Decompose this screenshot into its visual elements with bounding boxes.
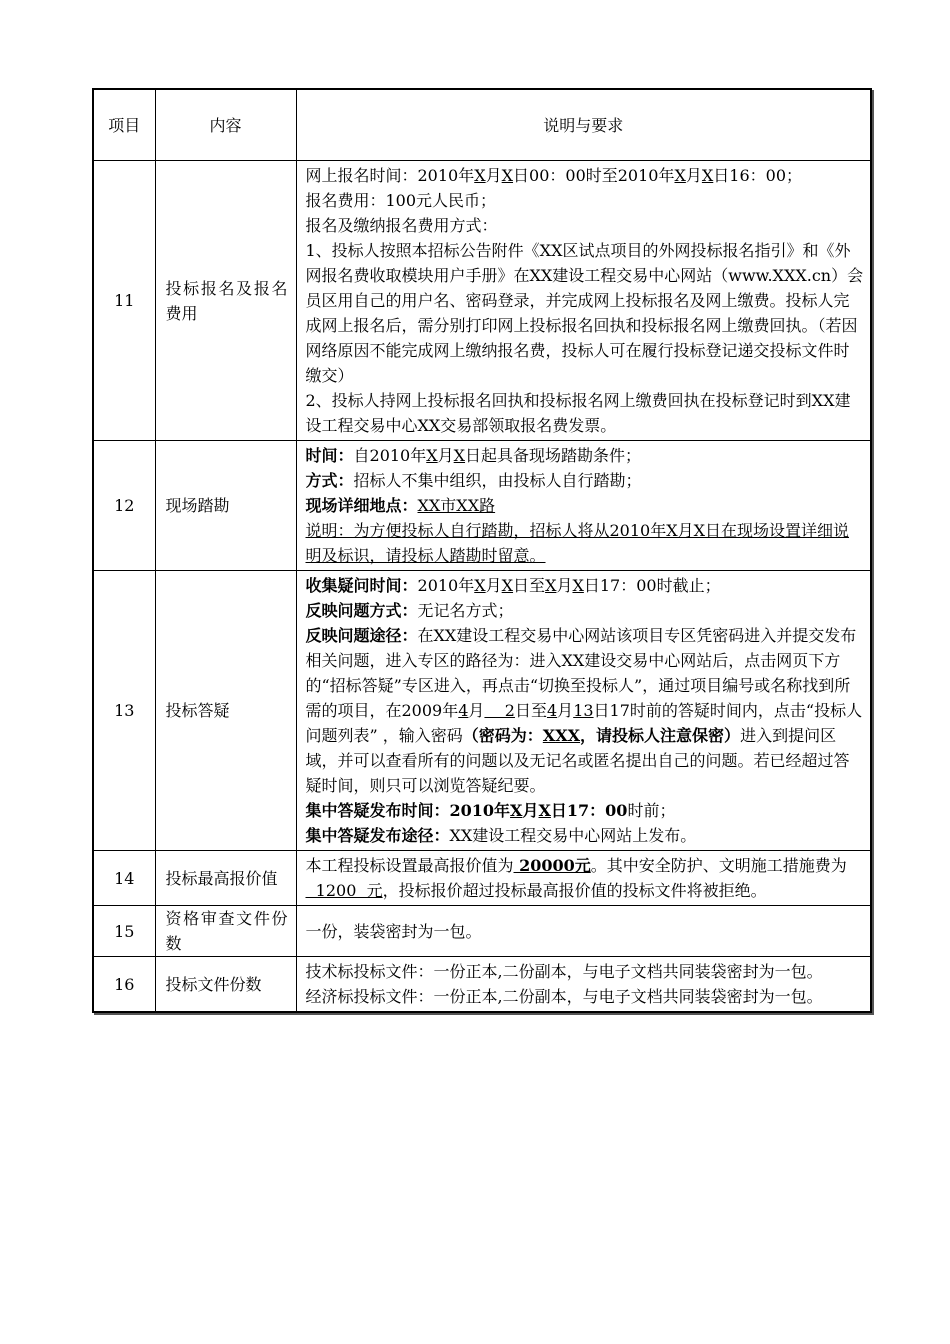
item-number: 16 [93,957,155,1013]
text-run: 收集疑问时间： [305,576,418,595]
text-run: 月 [437,446,454,465]
item-description [296,957,871,1013]
text-run: 日16：00； [713,166,803,185]
item-name: 资格审查文件份数 [155,906,296,957]
text-run: X [501,576,514,595]
description-paragraph [306,213,865,238]
text-run: XX建设工程交易中心网站上发布。 [449,826,697,845]
text-run: 月 [468,701,485,720]
description-paragraph [306,493,865,518]
text-run: 技术标投标文件：一份正本,二份副本，与电子文档共同装袋密封为一包。 [305,962,823,981]
text-run: 月 [522,801,539,820]
text-run: X [545,576,557,595]
item-number: 14 [93,851,155,906]
description-paragraph [306,959,865,984]
text-run: 日17：00 [550,801,628,820]
item-number: 11 [93,161,155,441]
text-run: 1、投标人按照本招标公告附件《XX区试点项目的外网投标报名指引》和《外网报名费收取模块用户手册》在XX建设工程交易中心网站（www.XXX.cn）会员区用自己的用户名、密码登录，并完成网上投标报名及网上缴费。投标人完成网上报名后，需分别打印网上投标报名回执和投标报名网上缴费回执。（若因网络原因不能完成网上缴纳报名费，投标人可在履行投标登记递交投标文件时缴交） [305,241,864,385]
item-name: 投标文件份数 [155,957,296,1013]
text-run: 月 [485,166,502,185]
text-run: 经济标投标文件：一份正本,二份副本，与电子文档共同装袋密封为一包。 [305,987,823,1006]
description-paragraph [306,919,865,944]
text-run: X [572,576,584,595]
text-run: 日00：00时至2010年 [513,166,675,185]
text-run: 2、投标人持网上投标报名回执和投标报名网上缴费回执在投标登记时到XX建设工程交易中心XX交易部领取报名费发票。 [305,391,851,435]
text-run: 4 [458,701,469,720]
table-row [93,571,871,851]
text-run: 一份，装袋密封为一包。 [305,921,482,941]
header-row [93,89,871,161]
text-run: 反映问题途径： [305,626,418,645]
text-run: XX市XX路 [417,496,496,515]
text-run: 20000元 [513,856,591,875]
text-run: 现场详细地点： [305,496,418,515]
item-description [296,571,871,851]
item-number: 15 [93,906,155,957]
text-run: 时间： [305,446,354,465]
text-run: 日17时前的答疑时间内，点击“投标人问题列表” ，输入密码 [305,701,863,745]
header-item-number: 项目 [93,89,155,161]
text-run: 招标人不集中组织，由投标人自行踏勘； [353,471,642,490]
text-run: 网上报名时间：2010年 [305,166,475,185]
text-run: X [701,166,714,185]
requirements-table [92,88,872,1013]
text-run: 日至 [514,701,547,720]
item-description [296,441,871,571]
text-run: 月 [485,576,502,595]
text-run: 2010年 [417,576,475,595]
item-description [296,851,871,906]
text-run: 集中答疑发布时间：2010年 [305,801,511,820]
text-run: 无记名方式； [417,601,514,620]
text-run: 反映问题方式： [305,601,418,620]
description-paragraph [306,823,865,848]
description-paragraph [306,573,865,598]
text-run: 月 [557,701,574,720]
text-run: X [510,801,523,820]
table-row [93,906,871,957]
text-run: 报名及缴纳报名费用方式： [305,216,498,235]
text-run: （密码为： [462,726,543,745]
description-paragraph [306,443,865,468]
table-row [93,957,871,1013]
text-run: XXX [542,726,581,745]
item-name: 投标最高报价值 [155,851,296,906]
table-row [93,161,871,441]
description-paragraph [306,388,865,438]
item-description [296,161,871,441]
item-number: 12 [93,441,155,571]
description-paragraph [306,623,865,798]
item-description [296,906,871,957]
description-paragraph [306,598,865,623]
description-paragraph [306,188,865,213]
text-run: X [453,446,466,465]
text-run: 集中答疑发布途径： [305,826,450,845]
text-run: 进入到提问区域，并可以查看所有的问题以及无记名或匿名提出自己的问题。若已经超过答疑时间，则只可以浏览答疑纪要。 [305,726,850,795]
description-paragraph [306,798,865,823]
description-paragraph [306,238,865,388]
description-paragraph [306,468,865,493]
item-name: 投标答疑 [155,571,296,851]
header-description: 说明与要求 [296,89,871,161]
text-run: 日17：00时截止； [583,576,721,595]
text-run: 1200 元 [305,881,383,900]
text-run: 月 [685,166,702,185]
text-run: 在XX建设工程交易中心网站该项目专区凭密码进入并提交发布相关问题，进入专区的路径为：进入XX建设交易中心网站后，点击网页下方的“招标答疑”专区进入，再点击“切换至投标人”，通过项目编号或名称找到所需的项目，在2009年 [305,626,857,720]
text-run: 。其中安全防护、文明施工措施费为 [590,856,847,875]
text-run: 时前； [627,801,676,820]
text-run: 日起具备现场踏勘条件； [465,446,642,465]
table-row [93,441,871,571]
table-row [93,851,871,906]
text-run: 自2010年 [353,446,427,465]
text-run: X [501,166,514,185]
text-run: 方式： [305,471,354,490]
text-run: X [426,446,438,465]
text-run: 报名费用：100元人民币； [305,191,497,210]
text-run: 4 [546,701,558,720]
description-paragraph [306,163,865,188]
text-run: X [474,576,486,595]
text-run: ，投标报价超过投标最高报价值的投标文件将被拒绝。 [382,881,767,900]
text-run: X [674,166,686,185]
text-run: 说明：为方便投标人自行踏勘，招标人将从2010年X月X日在现场设置详细说明及标识，请投标人踏勘时留意。 [305,521,850,565]
item-name: 现场踏勘 [155,441,296,571]
text-run: 2 [484,701,515,720]
text-run: 本工程投标设置最高报价值为 [305,856,514,875]
text-run: 13 [573,701,594,720]
item-name: 投标报名及报名费用 [155,161,296,441]
item-number: 13 [93,571,155,851]
description-paragraph [306,984,865,1009]
description-paragraph [306,853,865,903]
text-run: 日至 [513,576,546,595]
text-run: X [474,166,486,185]
text-run: ，请投标人注意保密） [580,726,741,745]
description-paragraph [306,518,865,568]
text-run: 月 [556,576,573,595]
header-content: 内容 [155,89,296,161]
text-run: X [538,801,551,820]
